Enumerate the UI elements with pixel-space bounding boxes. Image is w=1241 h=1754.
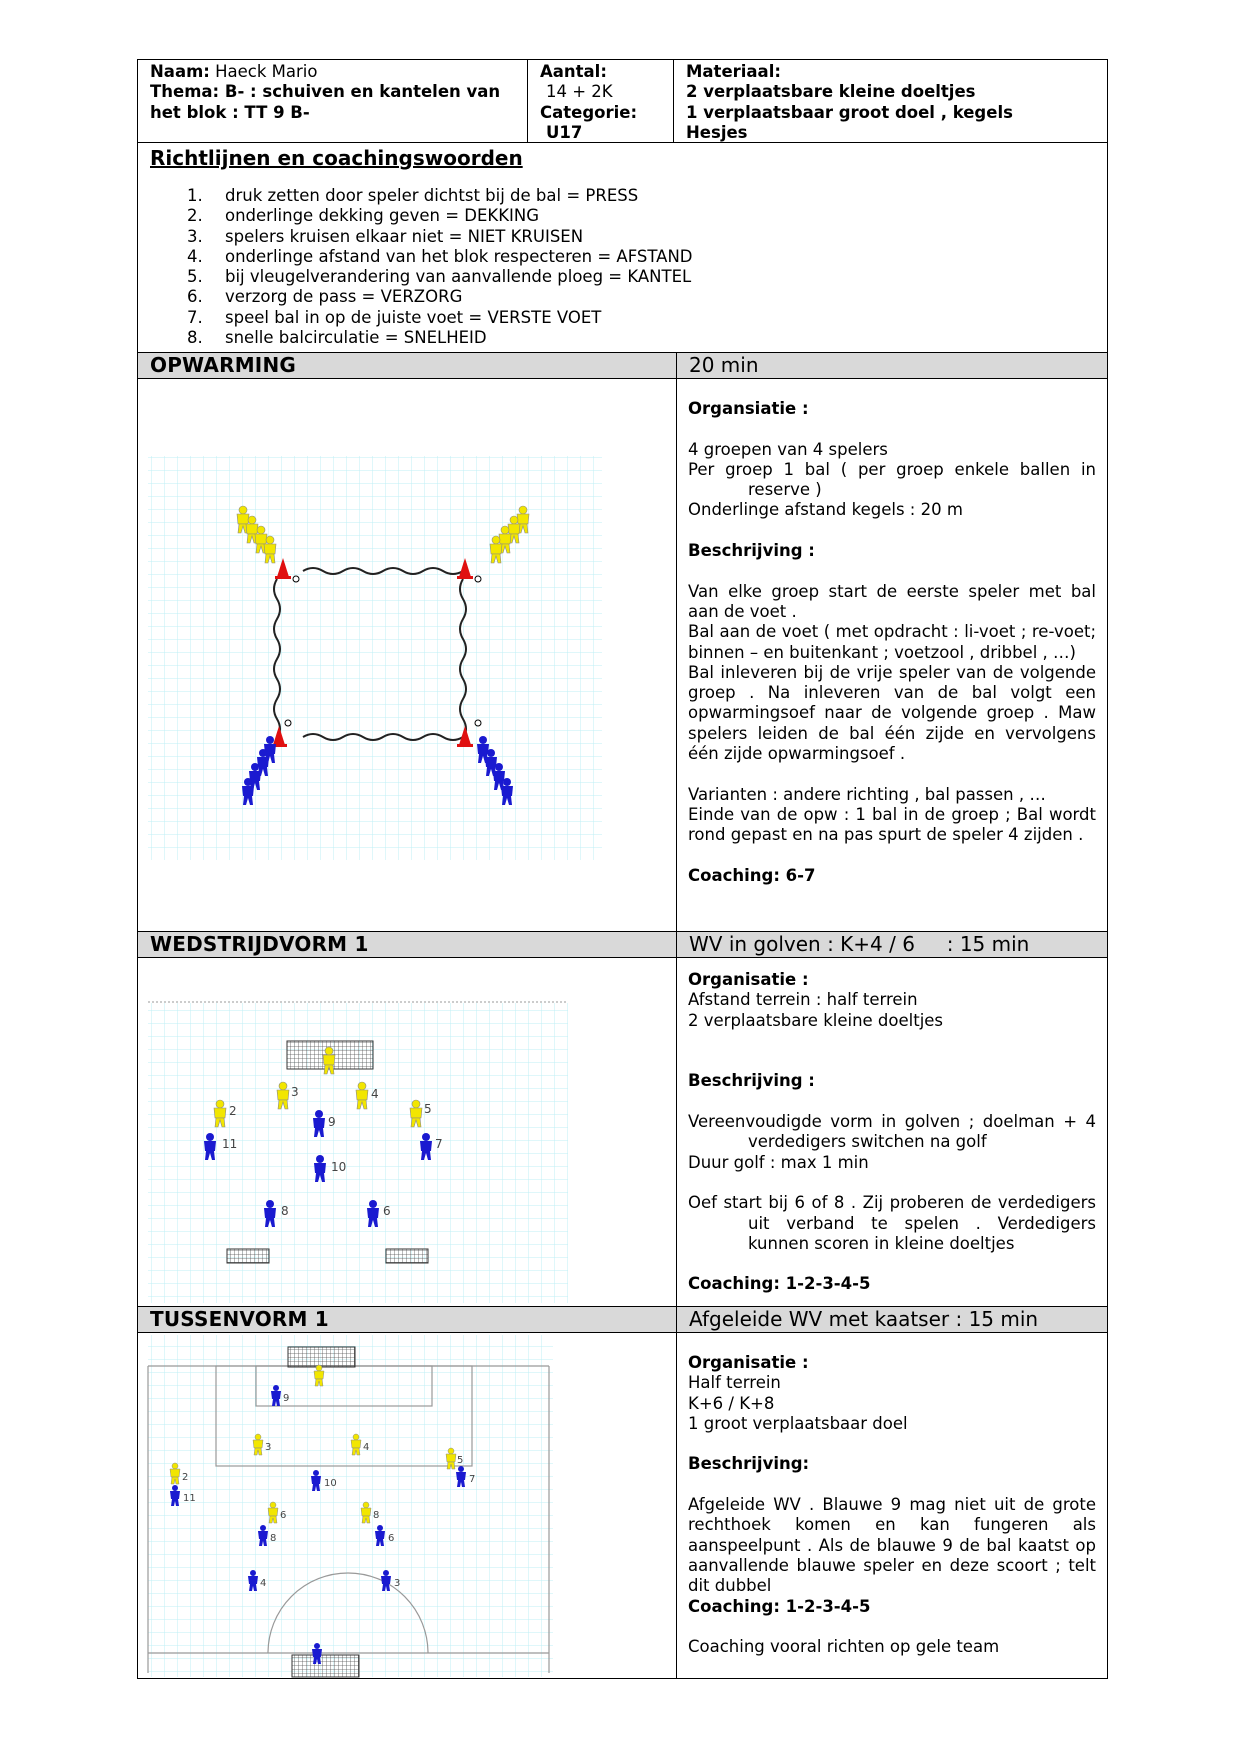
richtlijnen-row — [137, 142, 1108, 352]
player-number: 2 — [182, 1472, 189, 1483]
opwarming-besch-p3: Bal inleveren bij de vrije speler van de volgende groep . Na inleveren van de bal volgt een opwarmingsoef naar de volgende groep . Maw spelers leiden de bal één zijde en vervolgens één zijde opwarmingsoef . — [688, 662, 1096, 764]
opwarming-besch-p1: Van elke groep start de eerste speler met bal aan de voet . — [688, 581, 1096, 621]
naam-value: Haeck Mario — [215, 62, 318, 81]
opwarming-org-line-3: Onderlinge afstand kegels : 20 m — [688, 500, 963, 520]
wedstrijdvorm-diagram — [138, 958, 674, 1307]
small-goal-icon — [386, 1249, 428, 1263]
wedstrijdvorm-subtitle: WV in golven : K+4 / 6 : 15 min — [676, 932, 1107, 957]
categorie-label: Categorie: — [540, 102, 638, 122]
player-number: 8 — [270, 1533, 277, 1544]
tussenvorm-besch-p1: Afgeleide WV . Blauwe 9 mag niet uit de grote rechthoek komen en kan fungeren als aanspeelpunt . Als de blauwe 9 de bal kaatst op aanvallende blauwe speler en deze scoort ; telt dit dubbel — [688, 1495, 1096, 1596]
opwarming-duration: 20 min — [676, 353, 1107, 378]
tussenvorm-org-line-2: K+6 / K+8 — [688, 1393, 775, 1413]
wedstrijdvorm-header-row — [137, 931, 1108, 957]
player-number: 4 — [260, 1578, 267, 1589]
player-number: 8 — [281, 1204, 289, 1218]
materiaal-label: Materiaal: — [686, 62, 781, 81]
tussenvorm-coaching: Coaching: 1-2-3-4-5 — [688, 1596, 871, 1616]
player-number: 8 — [373, 1510, 380, 1521]
opwarming-besch-p2: Bal aan de voet ( met opdracht : li-voet ; re-voet; binnen – en buitenkant ; voetzool , dribbel , …) — [688, 622, 1096, 662]
richtlijnen-cell — [138, 143, 1107, 352]
opwarming-org-line-1: 4 groepen van 4 spelers — [688, 439, 888, 459]
player-number: 11 — [183, 1493, 196, 1504]
opwarming-coaching: Coaching: 6-7 — [688, 865, 816, 885]
thema-line2: het blok : TT 9 B- — [150, 102, 310, 122]
tussenvorm-content-row — [137, 1332, 1108, 1679]
small-goal-icon — [227, 1249, 269, 1263]
opwarming-besch-label: Beschrijving : — [688, 541, 815, 561]
player-number: 5 — [457, 1455, 464, 1466]
opwarming-diagram — [138, 379, 674, 932]
grid-background — [148, 456, 602, 860]
wedstrijdvorm-text-cell — [676, 958, 1107, 1306]
goal-bottom-icon — [292, 1655, 359, 1677]
player-number: 10 — [331, 1160, 347, 1174]
opwarming-org-label: Organsiatie : — [688, 399, 809, 418]
wedstrijdvorm-besch-p1: Vereenvoudigde vorm in golven ; doelman + 4 verdedigers switchen na golf — [688, 1112, 1096, 1152]
materiaal-line-1: 2 verplaatsbare kleine doeltjes — [686, 82, 976, 102]
richtlijn-item: 1. druk zetten door speler dichtst bij de bal = PRESS — [187, 186, 639, 205]
opwarming-title: OPWARMING — [150, 353, 296, 377]
wedstrijdvorm-title: WEDSTRIJDVORM 1 — [150, 932, 369, 956]
opwarming-einde: Einde van de opw : 1 bal in de groep ; Bal wordt rond gepast en na pas spurt de speler 4 zijden . — [688, 804, 1096, 845]
wedstrijdvorm-coaching: Coaching: 1-2-3-4-5 — [688, 1274, 871, 1294]
richtlijn-item: 5. bij vleugelverandering van aanvallende ploeg = KANTEL — [187, 267, 692, 287]
wedstrijdvorm-content-row — [137, 957, 1108, 1306]
tussenvorm-subtitle: Afgeleide WV met kaatser : 15 min — [676, 1307, 1107, 1332]
large-goal-icon — [288, 1347, 355, 1367]
tussenvorm-org-line-1: Half terrein — [688, 1373, 781, 1393]
header-row — [137, 59, 1108, 142]
tussenvorm-text-cell — [676, 1333, 1107, 1678]
tussenvorm-diagram-cell — [138, 1333, 676, 1678]
opwarming-org-line-2: Per groep 1 bal ( per groep enkele ballen in reserve ) — [688, 459, 1096, 500]
player-number: 9 — [283, 1393, 290, 1404]
tussenvorm-header-row — [137, 1306, 1108, 1332]
tussenvorm-diagram — [138, 1333, 674, 1680]
opwarming-text-cell — [676, 379, 1107, 931]
player-number: 3 — [394, 1578, 401, 1589]
richtlijn-item: 8. snelle balcirculatie = SNELHEID — [187, 328, 487, 348]
opwarming-content-row — [137, 378, 1108, 931]
player-number: 4 — [363, 1442, 370, 1453]
richtlijn-item: 2. onderlinge dekking geven = DEKKING — [187, 206, 540, 226]
player-number: 3 — [265, 1442, 272, 1453]
header-materiaal-cell — [673, 60, 1109, 142]
opwarming-varianten: Varianten : andere richting , bal passen , … — [688, 784, 1046, 804]
opwarming-diagram-cell — [138, 379, 676, 931]
thema-line1: Thema: B- : schuiven en kantelen van — [150, 82, 501, 102]
player-number: 6 — [280, 1510, 287, 1521]
opwarming-header-row — [137, 352, 1108, 378]
player-number: 4 — [371, 1087, 379, 1101]
richtlijn-item: 3. spelers kruisen elkaar niet = NIET KRUISEN — [187, 226, 584, 246]
tussenvorm-besch-label: Beschrijving: — [688, 1454, 810, 1474]
player-number: 11 — [222, 1137, 238, 1151]
player-number: 7 — [469, 1474, 476, 1485]
richtlijnen-title: Richtlijnen en coachingswoorden — [150, 146, 523, 170]
player-number: 9 — [328, 1115, 336, 1129]
wedstrijdvorm-org-line-1: Afstand terrein : half terrein — [688, 990, 918, 1010]
tussenvorm-org-line-3: 1 groot verplaatsbaar doel — [688, 1413, 908, 1433]
player-number: 6 — [388, 1533, 395, 1544]
materiaal-line-3: Hesjes — [686, 122, 748, 142]
aantal-label: Aantal: — [540, 62, 607, 81]
tussenvorm-title: TUSSENVORM 1 — [150, 1307, 329, 1331]
richtlijn-item: 7. speel bal in op de juiste voet = VERSTE VOET — [187, 307, 602, 327]
player-number: 6 — [383, 1204, 391, 1218]
header-name-cell — [138, 60, 527, 142]
player-number: 7 — [435, 1137, 443, 1151]
tussenvorm-org-label: Organisatie : — [688, 1353, 809, 1372]
player-number: 10 — [324, 1478, 337, 1489]
training-sheet — [137, 59, 1108, 1679]
tussenvorm-footer-note: Coaching vooral richten op gele team — [688, 1637, 1000, 1657]
wedstrijdvorm-besch-p2: Duur golf : max 1 min — [688, 1152, 869, 1172]
wedstrijdvorm-besch-p3: Oef start bij 6 of 8 . Zij proberen de verdedigers uit verband te spelen . Verdedigers kunnen scoren in kleine doeltjes — [688, 1193, 1096, 1253]
categorie-value: U17 — [546, 122, 583, 142]
wedstrijdvorm-besch-label: Beschrijving : — [688, 1071, 815, 1091]
player-number: 5 — [424, 1102, 432, 1116]
richtlijn-item: 4. onderlinge afstand van het blok respecteren = AFSTAND — [187, 246, 693, 266]
header-aantal-cell — [527, 60, 673, 142]
player-number: 2 — [229, 1104, 237, 1118]
player-number: 3 — [291, 1085, 299, 1099]
richtlijnen-list — [150, 186, 1107, 348]
grid-background — [148, 1335, 553, 1677]
aantal-value: 14 + 2K — [546, 82, 613, 102]
naam-label: Naam: — [150, 62, 210, 81]
wedstrijdvorm-org-label: Organisatie : — [688, 970, 809, 989]
richtlijn-item: 6. verzorg de pass = VERZORG — [187, 287, 463, 307]
materiaal-line-2: 1 verplaatsbaar groot doel , kegels — [686, 102, 1013, 122]
wedstrijdvorm-org-line-2: 2 verplaatsbare kleine doeltjes — [688, 1010, 944, 1030]
wedstrijdvorm-diagram-cell — [138, 958, 676, 1306]
